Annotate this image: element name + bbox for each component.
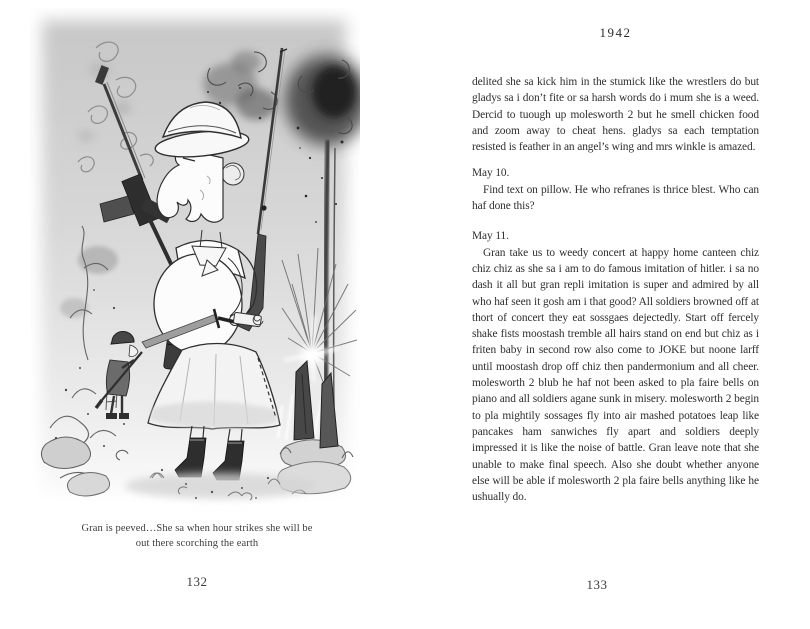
entry-date-may-10: May 10. xyxy=(472,167,510,180)
entry-text-may-11: Gran take us to weedy concert at happy home canteen chiz chiz chiz as she sa i am to do famous imitation of hitler. i sa no dash it all but gran repli imitation is super and admired by all who haf seen it gosh am i that good? All soldiers browned off at thort of concert they eat sossgaes dejectedly. Start off fercely shake fists moostash tremble all hairs stand on end but chiz as i friten baby in second row also come to JOKE but noone larff until moostash drop off chiz then pandermonium and all cheer. molesworth 2 blub he haf not been asked to pla faire bells on piano and all soldiers agane sunk in misery. molesworth 2 begin to pla mightily sossages fly into air mashed potatoes leap like pancakes ham sanwiches fly apart and soldiers deeply impressed it is like the noise of battle. Gran leave note that she unable to make final speech. Also she doubt whether anyone else will be able if molesworth 2 pla faire bells anything like he ushually do. xyxy=(472,246,759,504)
chapter-year-heading: 1942 xyxy=(599,25,632,40)
entry-text-may-10: Find text on pillow. He who refranes is thrice blest. Who can haf done this? xyxy=(472,183,759,213)
entry-date-may-11: May 11. xyxy=(472,230,509,243)
page-number-left: 132 xyxy=(186,574,208,589)
diary-text-column xyxy=(472,74,759,505)
page-number-right: 133 xyxy=(586,577,608,592)
illustration-caption xyxy=(47,522,347,551)
continuation-paragraph: delited she sa kick him in the stumick like the wrestlers do but gladys sa i don’t fite or sa harsh words do i mum she is a weed. Dercid to tuough up molesworth 2 but he smell chicken food and zoom away to cheat hens. gladys sa each temptation resisted is feather in an angel’s wing and mrs winkle is amazed. xyxy=(472,76,759,154)
gran-illustration xyxy=(30,8,360,513)
caption-line-2: out there scorching the earth xyxy=(135,537,259,549)
caption-line-1: Gran is peeved…She sa when hour strikes she will be xyxy=(81,523,313,534)
